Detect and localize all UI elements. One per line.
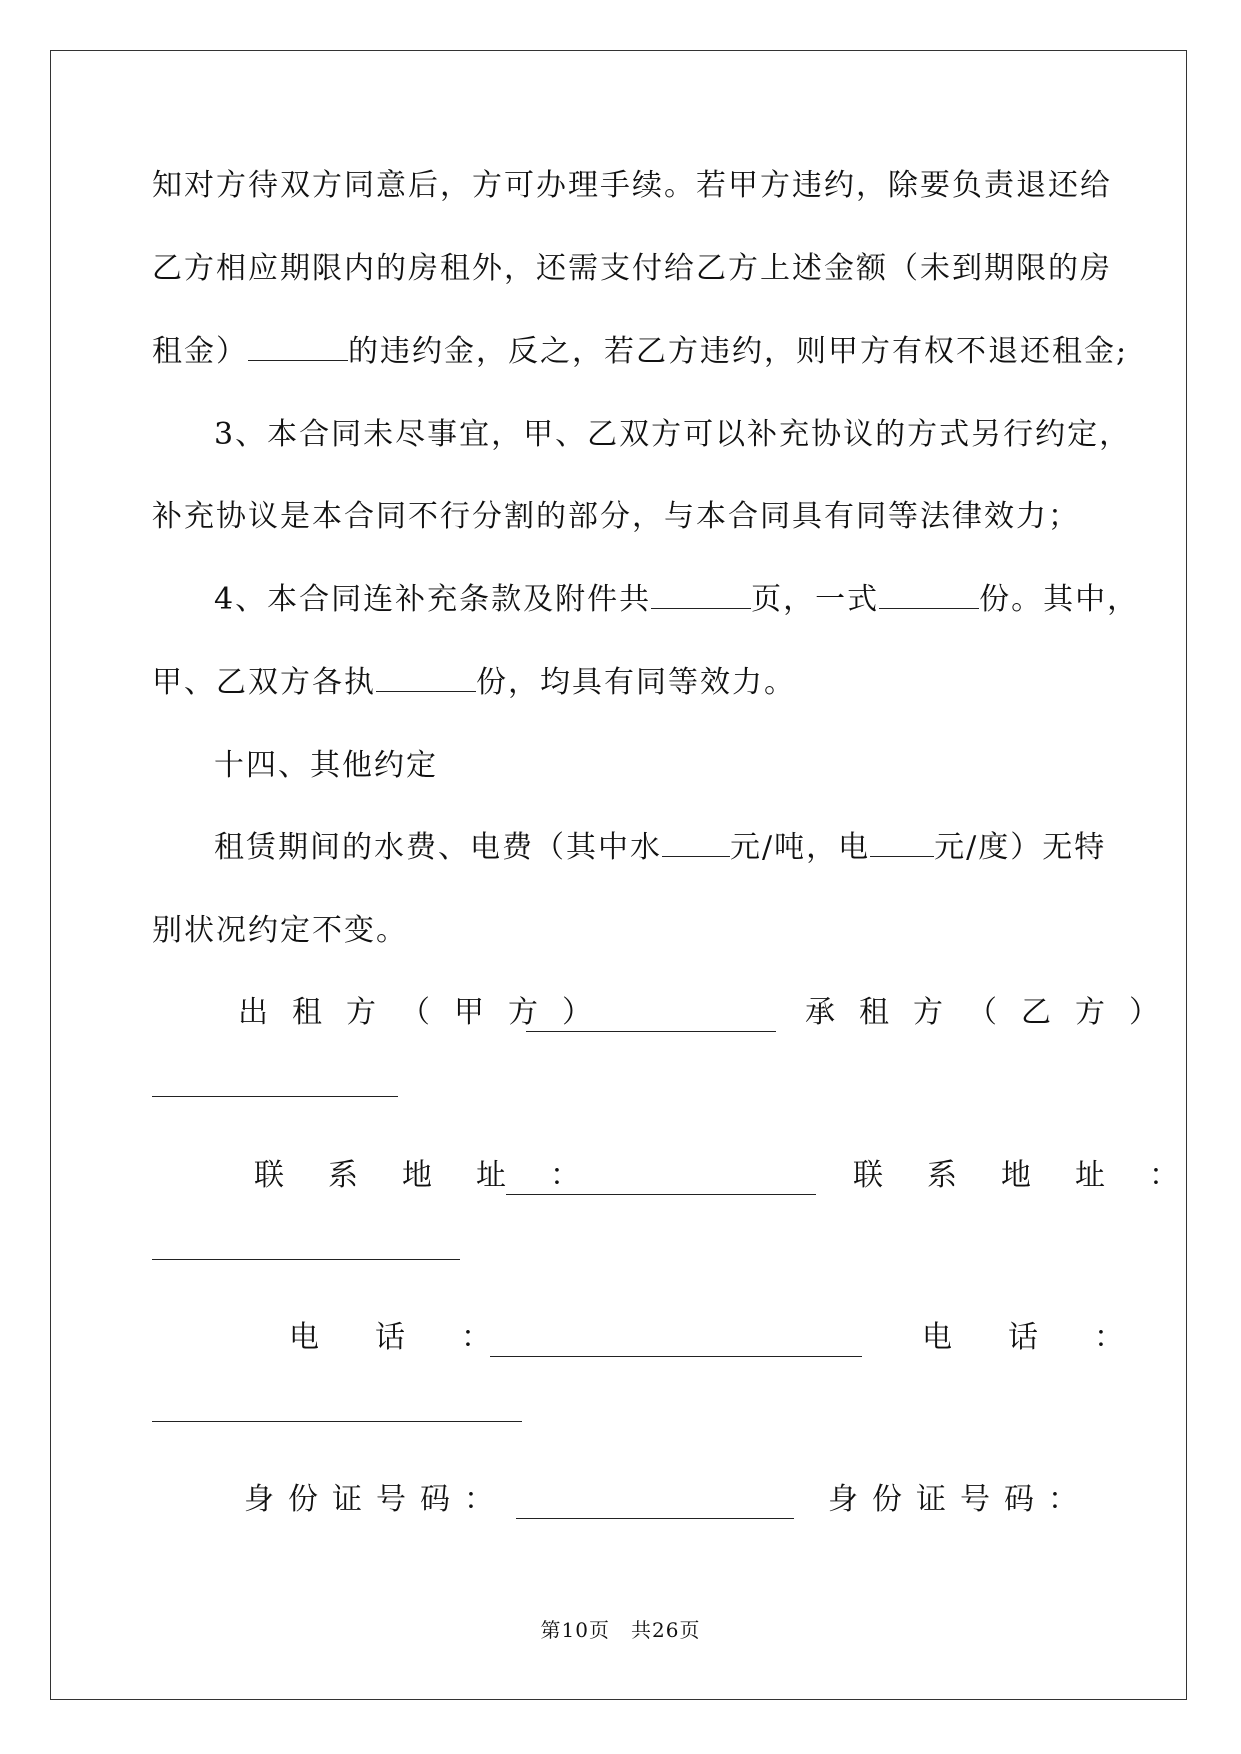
address-label-right: 联系地址： (853, 1158, 1223, 1193)
paragraph-text: 甲、乙双方各执 (152, 665, 376, 700)
id-line-left[interactable] (516, 1518, 794, 1519)
paragraph-line (152, 665, 796, 701)
paragraph-line: 补充协议是本合同不行分割的部分，与本合同具有同等法律效力； (152, 499, 1080, 534)
paragraph-text: 元/吨，电 (730, 830, 871, 865)
address-label-left: 联系地址： (254, 1158, 624, 1193)
phone-label-right: 电话： (922, 1320, 1180, 1355)
pages-blank[interactable] (651, 582, 751, 609)
id-label-left: 身份证号码： (244, 1482, 508, 1517)
paragraph-text: 页，一式 (751, 582, 880, 617)
address-line-left[interactable] (506, 1194, 816, 1195)
paragraph-text: 租赁期间的水费、电费（其中水 (214, 830, 662, 865)
penalty-blank[interactable] (248, 334, 348, 361)
page-number: 第10页 共26页 (540, 1618, 701, 1642)
paragraph-text: 4、本合同连补充条款及附件共 (214, 582, 652, 617)
lessee-label: 承租方（乙方） (805, 995, 1183, 1030)
paragraph-text: 元/度）无特 (934, 830, 1107, 865)
clause-4-line (214, 582, 1139, 618)
paragraph-line: 乙方相应期限内的房租外，还需支付给乙方上述金额（未到期限的房 (152, 251, 1112, 286)
lessee-signature-line[interactable] (152, 1096, 398, 1097)
paragraph-line: 别状况约定不变。 (152, 913, 408, 948)
water-rate-blank[interactable] (662, 830, 730, 857)
paragraph-line: 知对方待双方同意后，方可办理手续。若甲方违约，除要负责退还给 (152, 168, 1112, 203)
phone-line-left[interactable] (490, 1356, 862, 1357)
lessor-signature-line[interactable] (526, 1031, 776, 1032)
copies-blank[interactable] (879, 582, 979, 609)
paragraph-text: 的违约金，反之，若乙方违约，则甲方有权不退还租金; (348, 334, 1129, 369)
id-label-right: 身份证号码： (828, 1482, 1092, 1517)
paragraph-text: 租金） (152, 334, 248, 369)
electricity-rate-blank[interactable] (870, 830, 934, 857)
paragraph-text: 份。其中， (979, 582, 1140, 617)
page-border (50, 50, 1187, 1700)
phone-label-left: 电话： (289, 1320, 547, 1355)
lessor-label: 出租方（甲方） (238, 995, 616, 1030)
paragraph-text: 份，均具有同等效力。 (476, 665, 796, 700)
each-party-copies-blank[interactable] (376, 665, 476, 692)
section-heading: 十四、其他约定 (214, 748, 438, 783)
paragraph-line (152, 334, 1128, 370)
clause-3-line: 3、本合同未尽事宜，甲、乙双方可以补充协议的方式另行约定， (214, 417, 1132, 452)
phone-line-right[interactable] (152, 1421, 522, 1422)
utilities-line (214, 830, 1106, 866)
address-line-right[interactable] (152, 1259, 460, 1260)
